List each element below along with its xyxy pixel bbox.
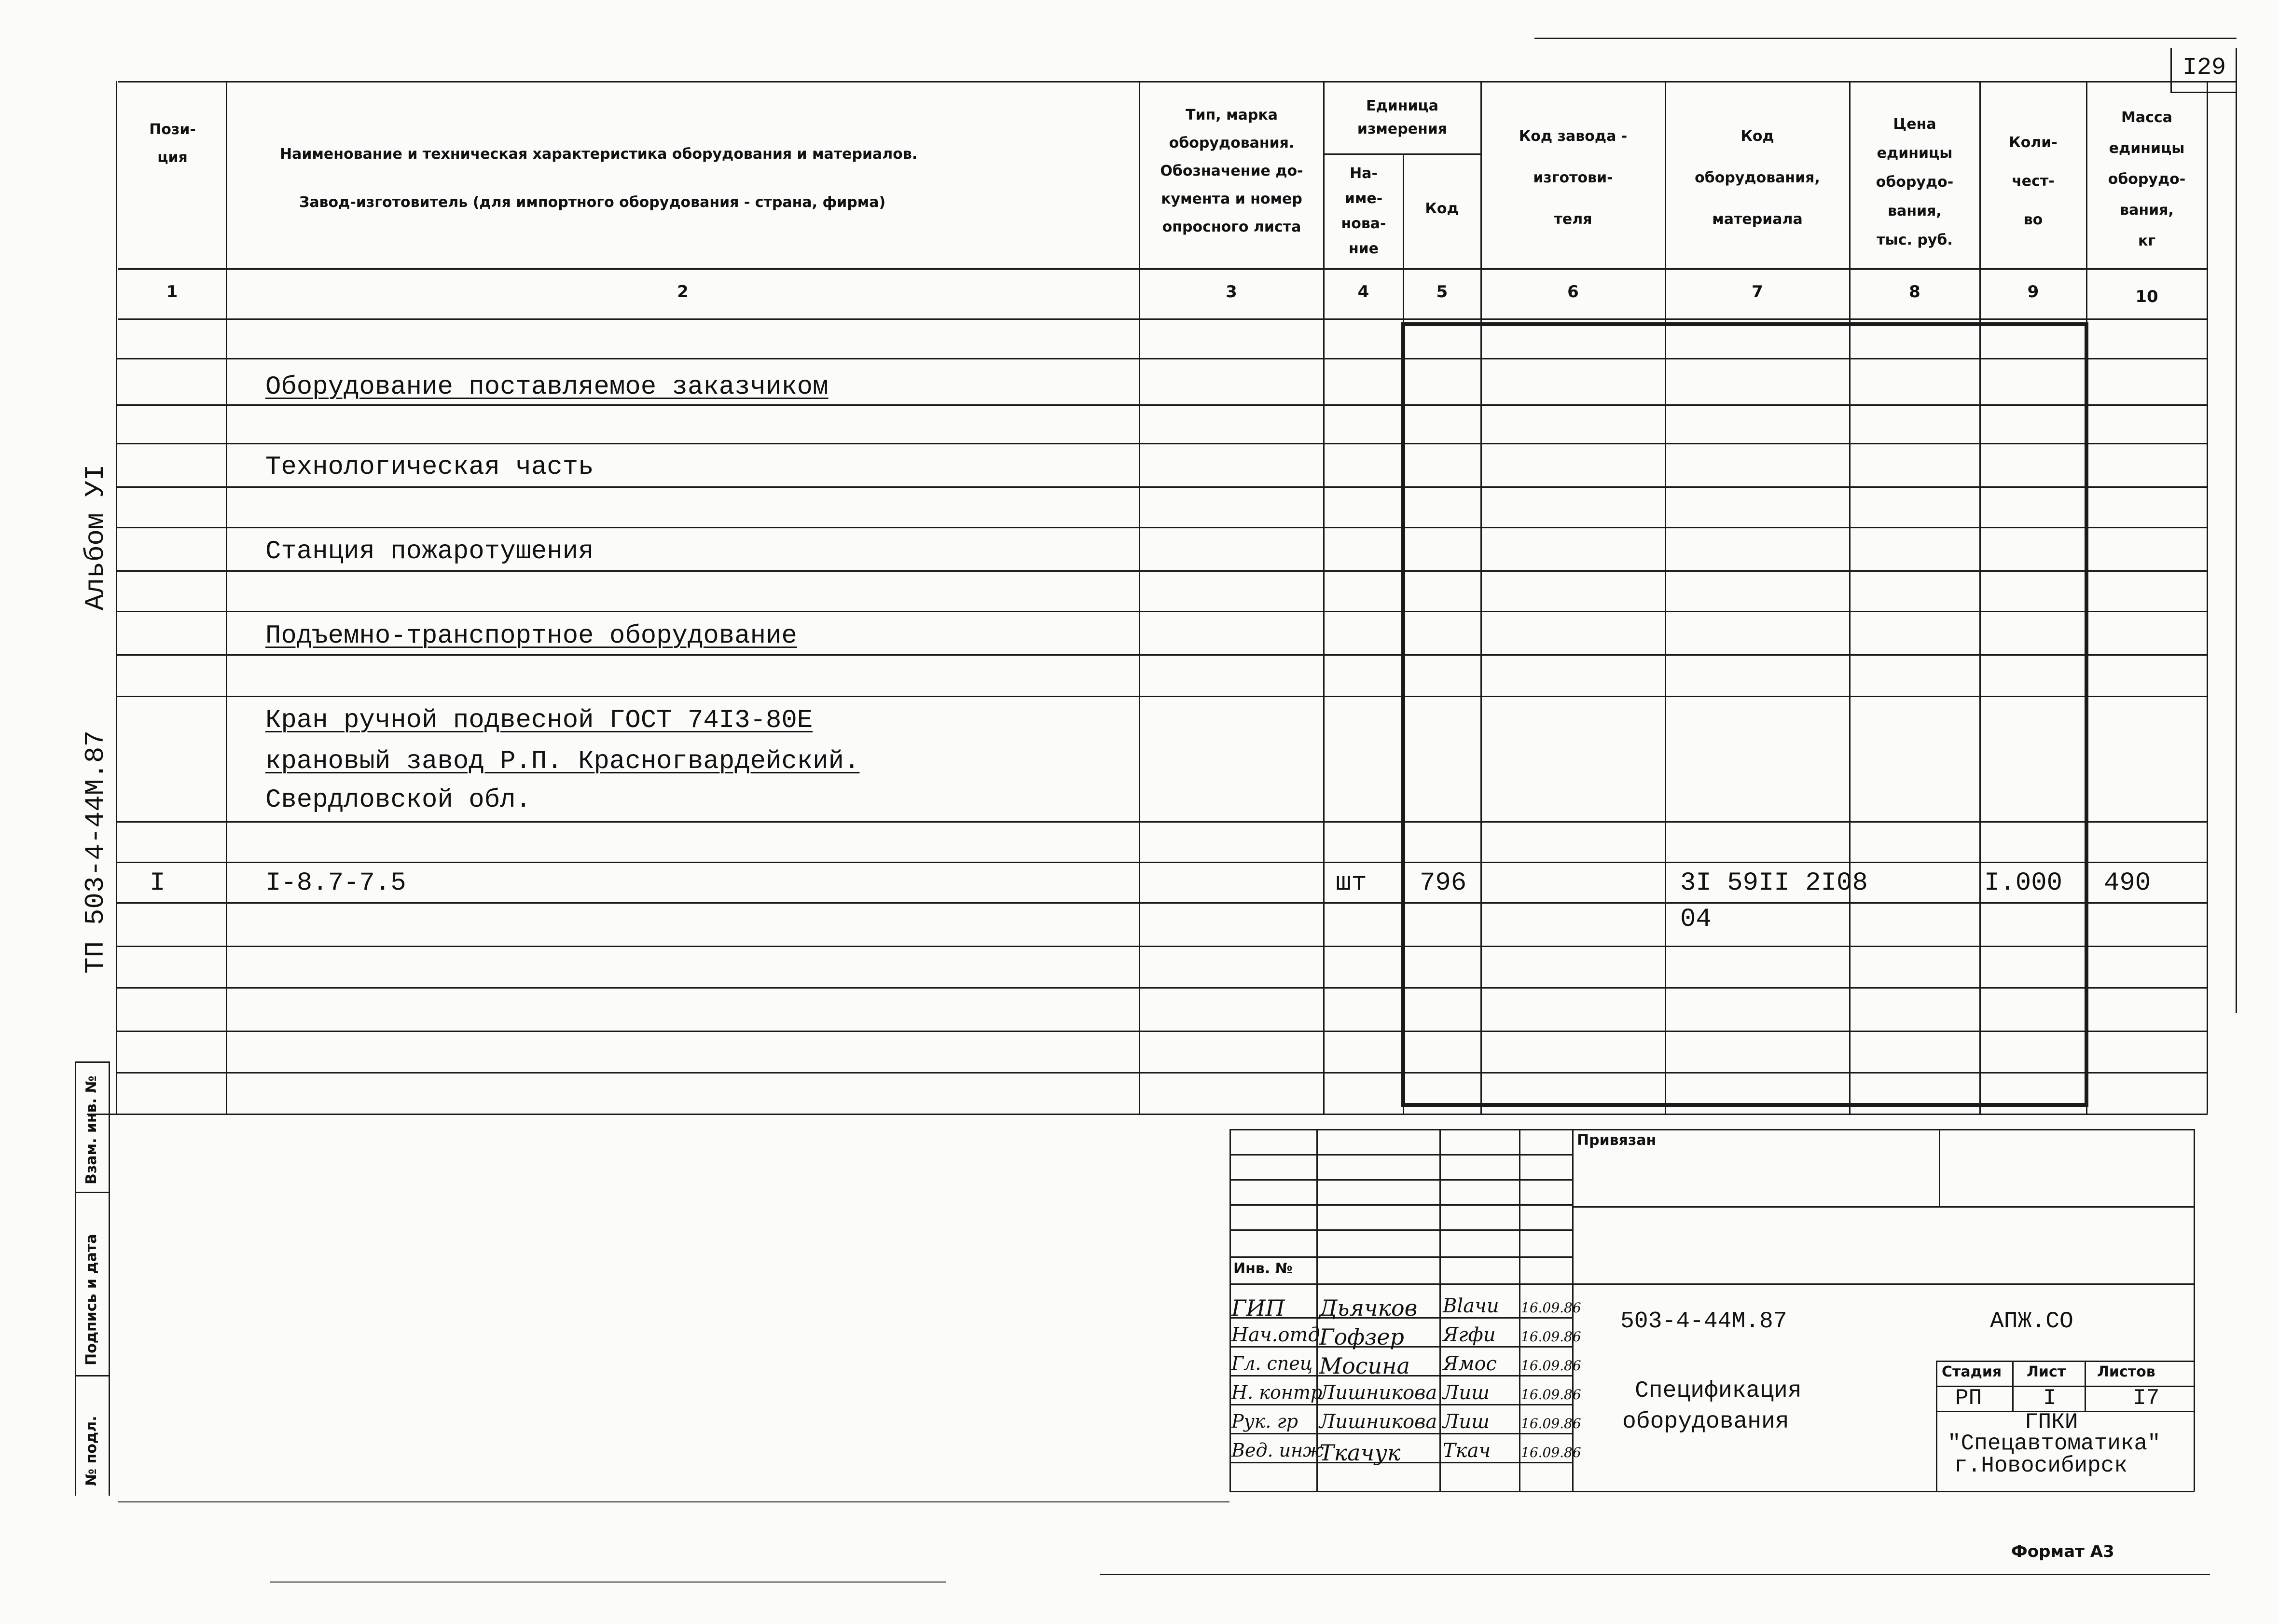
header-price: Цена единицы оборудо- вания, тыс. руб. bbox=[1876, 116, 1954, 248]
sig-sign: Лиш bbox=[1443, 1411, 1490, 1433]
title-line2: оборудования bbox=[1622, 1409, 1789, 1435]
stamp-strip-right bbox=[109, 1061, 110, 1496]
item-position: I bbox=[150, 868, 166, 898]
sig-role: Гл. спец bbox=[1231, 1353, 1313, 1374]
attached-label: Привязан bbox=[1577, 1132, 1657, 1149]
header-factory-code: Код завода - изготови- теля bbox=[1519, 128, 1628, 228]
frame-top bbox=[118, 81, 2237, 83]
stamp-field-original-no: № подл. bbox=[83, 1416, 100, 1486]
section-fire-station: Станция пожаротушения bbox=[265, 537, 594, 566]
item-equipment-code: 3I 59II 2I08 bbox=[1680, 868, 1868, 898]
col-line-6 bbox=[1665, 81, 1666, 1114]
item-mass: 490 bbox=[2104, 868, 2151, 898]
top-frame-line bbox=[1534, 38, 2237, 39]
stamp-strip-left bbox=[75, 1061, 76, 1496]
colnum-9: 9 bbox=[2027, 282, 2039, 302]
header-unit-code: Код bbox=[1425, 200, 1459, 217]
col-line-3 bbox=[1323, 81, 1325, 1114]
section-supplied-by-customer: Оборудование поставляемое заказчиком bbox=[265, 372, 829, 402]
org-line3: г.Новосибирск bbox=[1954, 1453, 2127, 1478]
page-number-box-left bbox=[2170, 48, 2172, 93]
tb-row bbox=[1229, 1404, 1572, 1405]
sig-role: Нач.отд bbox=[1231, 1324, 1320, 1346]
sig-date: 16.09.86 bbox=[1521, 1416, 1581, 1431]
bottom-frame-line bbox=[118, 1501, 1229, 1502]
page-number: I29 bbox=[2182, 54, 2226, 82]
tb-col bbox=[1316, 1129, 1318, 1491]
sheet-value: I bbox=[2043, 1386, 2057, 1411]
tb-attached-divider bbox=[1939, 1129, 1940, 1206]
stamp-divider bbox=[75, 1061, 109, 1063]
sig-role: Рук. гр bbox=[1231, 1411, 1298, 1432]
stamp-field-signature-date: Подпись и дата bbox=[83, 1234, 100, 1365]
item-description-line1: Кран ручной подвесной ГОСТ 74I3-80Е bbox=[265, 706, 813, 735]
header-equipment-code: Код оборудования, материала bbox=[1695, 128, 1820, 228]
colnum-2: 2 bbox=[677, 282, 689, 302]
item-description-line2: крановый завод Р.П. Красногвардейский. bbox=[265, 747, 860, 776]
row-line bbox=[116, 1031, 2208, 1032]
tb-row bbox=[1229, 1462, 1572, 1463]
tb-row bbox=[1229, 1154, 1572, 1156]
row-line bbox=[116, 486, 2208, 488]
tb-row bbox=[1229, 1229, 1572, 1231]
tb-row bbox=[1229, 1256, 1572, 1258]
sig-name: Гофзер bbox=[1319, 1324, 1404, 1350]
sig-role: Н. контр bbox=[1231, 1382, 1323, 1403]
row-line bbox=[116, 527, 2208, 528]
row-line bbox=[116, 902, 2208, 904]
designation: 503-4-44М.87 bbox=[1620, 1308, 1787, 1335]
tb-row bbox=[1229, 1204, 1572, 1206]
header-unit-name: На- име- нова- ние bbox=[1341, 165, 1386, 257]
colnum-8: 8 bbox=[1909, 282, 1920, 302]
header-bottom bbox=[118, 268, 2208, 270]
colnum-3: 3 bbox=[1226, 282, 1237, 302]
tb-attached-bottom bbox=[1572, 1206, 2195, 1208]
thick-box-top bbox=[1403, 322, 2086, 326]
header-name: Наименование и техническая характеристика оборудования и материалов. Завод-изготовитель (для импортного оборудования - страна, фирма) bbox=[280, 146, 918, 211]
stamp-field-replace-inv: Взам. инв. № bbox=[83, 1075, 100, 1184]
tb-col bbox=[1519, 1129, 1520, 1491]
sig-role: ГИП bbox=[1231, 1295, 1285, 1321]
tb-left bbox=[1229, 1129, 1231, 1491]
inv-label: Инв. № bbox=[1233, 1260, 1293, 1277]
col-line-7 bbox=[1849, 81, 1851, 1114]
row-line bbox=[116, 570, 2208, 572]
sig-date: 16.09.86 bbox=[1521, 1387, 1581, 1403]
tb-top bbox=[1229, 1129, 2195, 1130]
sig-sign: Ягфи bbox=[1443, 1324, 1496, 1346]
sig-sign: Ткач bbox=[1443, 1440, 1491, 1462]
album-label: Альбом УI bbox=[80, 464, 111, 610]
format-label: Формат А3 bbox=[2011, 1542, 2114, 1561]
col-line-5 bbox=[1480, 81, 1482, 1114]
row-line bbox=[116, 696, 2208, 697]
frame-left bbox=[116, 81, 117, 1114]
colnum-7: 7 bbox=[1752, 282, 1763, 302]
thick-box-bottom bbox=[1403, 1103, 2086, 1107]
section-technological: Технологическая часть bbox=[265, 453, 594, 482]
stamp-divider bbox=[75, 1192, 109, 1193]
header-quantity: Коли- чест- во bbox=[2009, 134, 2058, 228]
tb-stage-col bbox=[2085, 1361, 2086, 1411]
item-quantity: I.000 bbox=[1984, 868, 2063, 898]
scan-line bbox=[1100, 1574, 2210, 1575]
row-line bbox=[116, 443, 2208, 444]
header-unit-group: Единица измерения bbox=[1357, 97, 1448, 138]
row-line bbox=[116, 987, 2208, 989]
stage-value: РП bbox=[1955, 1386, 1982, 1411]
section-lifting-equipment: Подъемно-транспортное оборудование bbox=[265, 621, 797, 651]
row-line bbox=[116, 1072, 2208, 1073]
sig-date: 16.09.86 bbox=[1521, 1445, 1581, 1460]
org-line2: "Спецавтоматика" bbox=[1948, 1431, 2161, 1456]
header-position: Пози- ция bbox=[149, 121, 196, 166]
sheet-label: Лист bbox=[2027, 1363, 2066, 1380]
stamp-divider bbox=[75, 1375, 109, 1376]
colnum-bottom bbox=[118, 318, 2208, 320]
sig-date: 16.09.86 bbox=[1521, 1300, 1581, 1316]
tb-stage-left bbox=[1936, 1361, 1937, 1491]
sig-name: Ткачук bbox=[1319, 1440, 1401, 1466]
colnum-1: 1 bbox=[166, 282, 178, 302]
col-line-2 bbox=[1139, 81, 1140, 1114]
header-mass: Масса единицы оборудо- вания, кг bbox=[2108, 109, 2186, 249]
project-label: ТП 503-4-44М.87 bbox=[80, 730, 111, 974]
item-name: I-8.7-7.5 bbox=[265, 868, 406, 898]
colnum-10: 10 bbox=[2135, 287, 2158, 306]
scan-line bbox=[270, 1582, 946, 1583]
sheets-value: I7 bbox=[2133, 1386, 2160, 1411]
header-type: Тип, марка оборудования. Обозначение до- кумента и номер опросного листа bbox=[1160, 107, 1303, 235]
page-number-box-bottom bbox=[2170, 92, 2237, 93]
doc-code: АПЖ.СО bbox=[1990, 1308, 2073, 1335]
item-description-line3: Свердловской обл. bbox=[265, 785, 531, 815]
tb-row bbox=[1229, 1179, 1572, 1181]
col-line-8 bbox=[1979, 81, 1981, 1114]
row-line bbox=[116, 946, 2208, 947]
sig-date: 16.09.86 bbox=[1521, 1358, 1581, 1374]
tb-bottom bbox=[1229, 1491, 2195, 1492]
sig-name: Дьячков bbox=[1319, 1295, 1418, 1321]
tb-right bbox=[2194, 1129, 2195, 1491]
stage-label: Стадия bbox=[1942, 1363, 2002, 1380]
row-line bbox=[116, 358, 2208, 359]
sig-name: Лишникова bbox=[1319, 1382, 1437, 1404]
row-line bbox=[116, 404, 2208, 406]
title-line1: Спецификация bbox=[1635, 1378, 1802, 1404]
frame-right bbox=[2236, 48, 2237, 1013]
row-line bbox=[116, 862, 2208, 863]
sig-sign: Ямос bbox=[1443, 1353, 1497, 1375]
tb-stage-col bbox=[2012, 1361, 2014, 1411]
unit-group-divider bbox=[1323, 153, 1480, 155]
tb-designation-top bbox=[1572, 1283, 2195, 1285]
sig-name: Лишникова bbox=[1319, 1411, 1437, 1433]
row-line bbox=[116, 611, 2208, 612]
col-line-1 bbox=[226, 81, 227, 1114]
tb-stage-top bbox=[1936, 1361, 2195, 1362]
sig-name: Мосина bbox=[1319, 1353, 1410, 1379]
tb-row bbox=[1229, 1283, 1572, 1285]
thick-box-right bbox=[2085, 322, 2088, 1107]
item-unit-name: шт bbox=[1336, 868, 1367, 898]
sig-sign: Лиш bbox=[1443, 1382, 1490, 1404]
row-line bbox=[116, 654, 2208, 656]
colnum-6: 6 bbox=[1567, 282, 1579, 302]
item-equipment-code-suffix: 04 bbox=[1680, 905, 1712, 934]
sig-sign: Вlaчu bbox=[1443, 1295, 1499, 1317]
sig-role: Вед. инж bbox=[1231, 1440, 1324, 1461]
colnum-4: 4 bbox=[1357, 282, 1369, 302]
tb-col bbox=[1439, 1129, 1441, 1491]
row-line bbox=[116, 821, 2208, 823]
table-bottom bbox=[87, 1114, 2208, 1115]
tb-row bbox=[1229, 1433, 1572, 1434]
thick-box-left bbox=[1401, 322, 1405, 1107]
col-line-10 bbox=[2207, 81, 2208, 1114]
colnum-5: 5 bbox=[1436, 282, 1448, 302]
item-unit-code: 796 bbox=[1420, 868, 1467, 898]
org-line1: ГПКИ bbox=[2025, 1410, 2078, 1435]
sheets-label: Листов bbox=[2097, 1363, 2155, 1380]
sig-date: 16.09.86 bbox=[1521, 1329, 1581, 1345]
